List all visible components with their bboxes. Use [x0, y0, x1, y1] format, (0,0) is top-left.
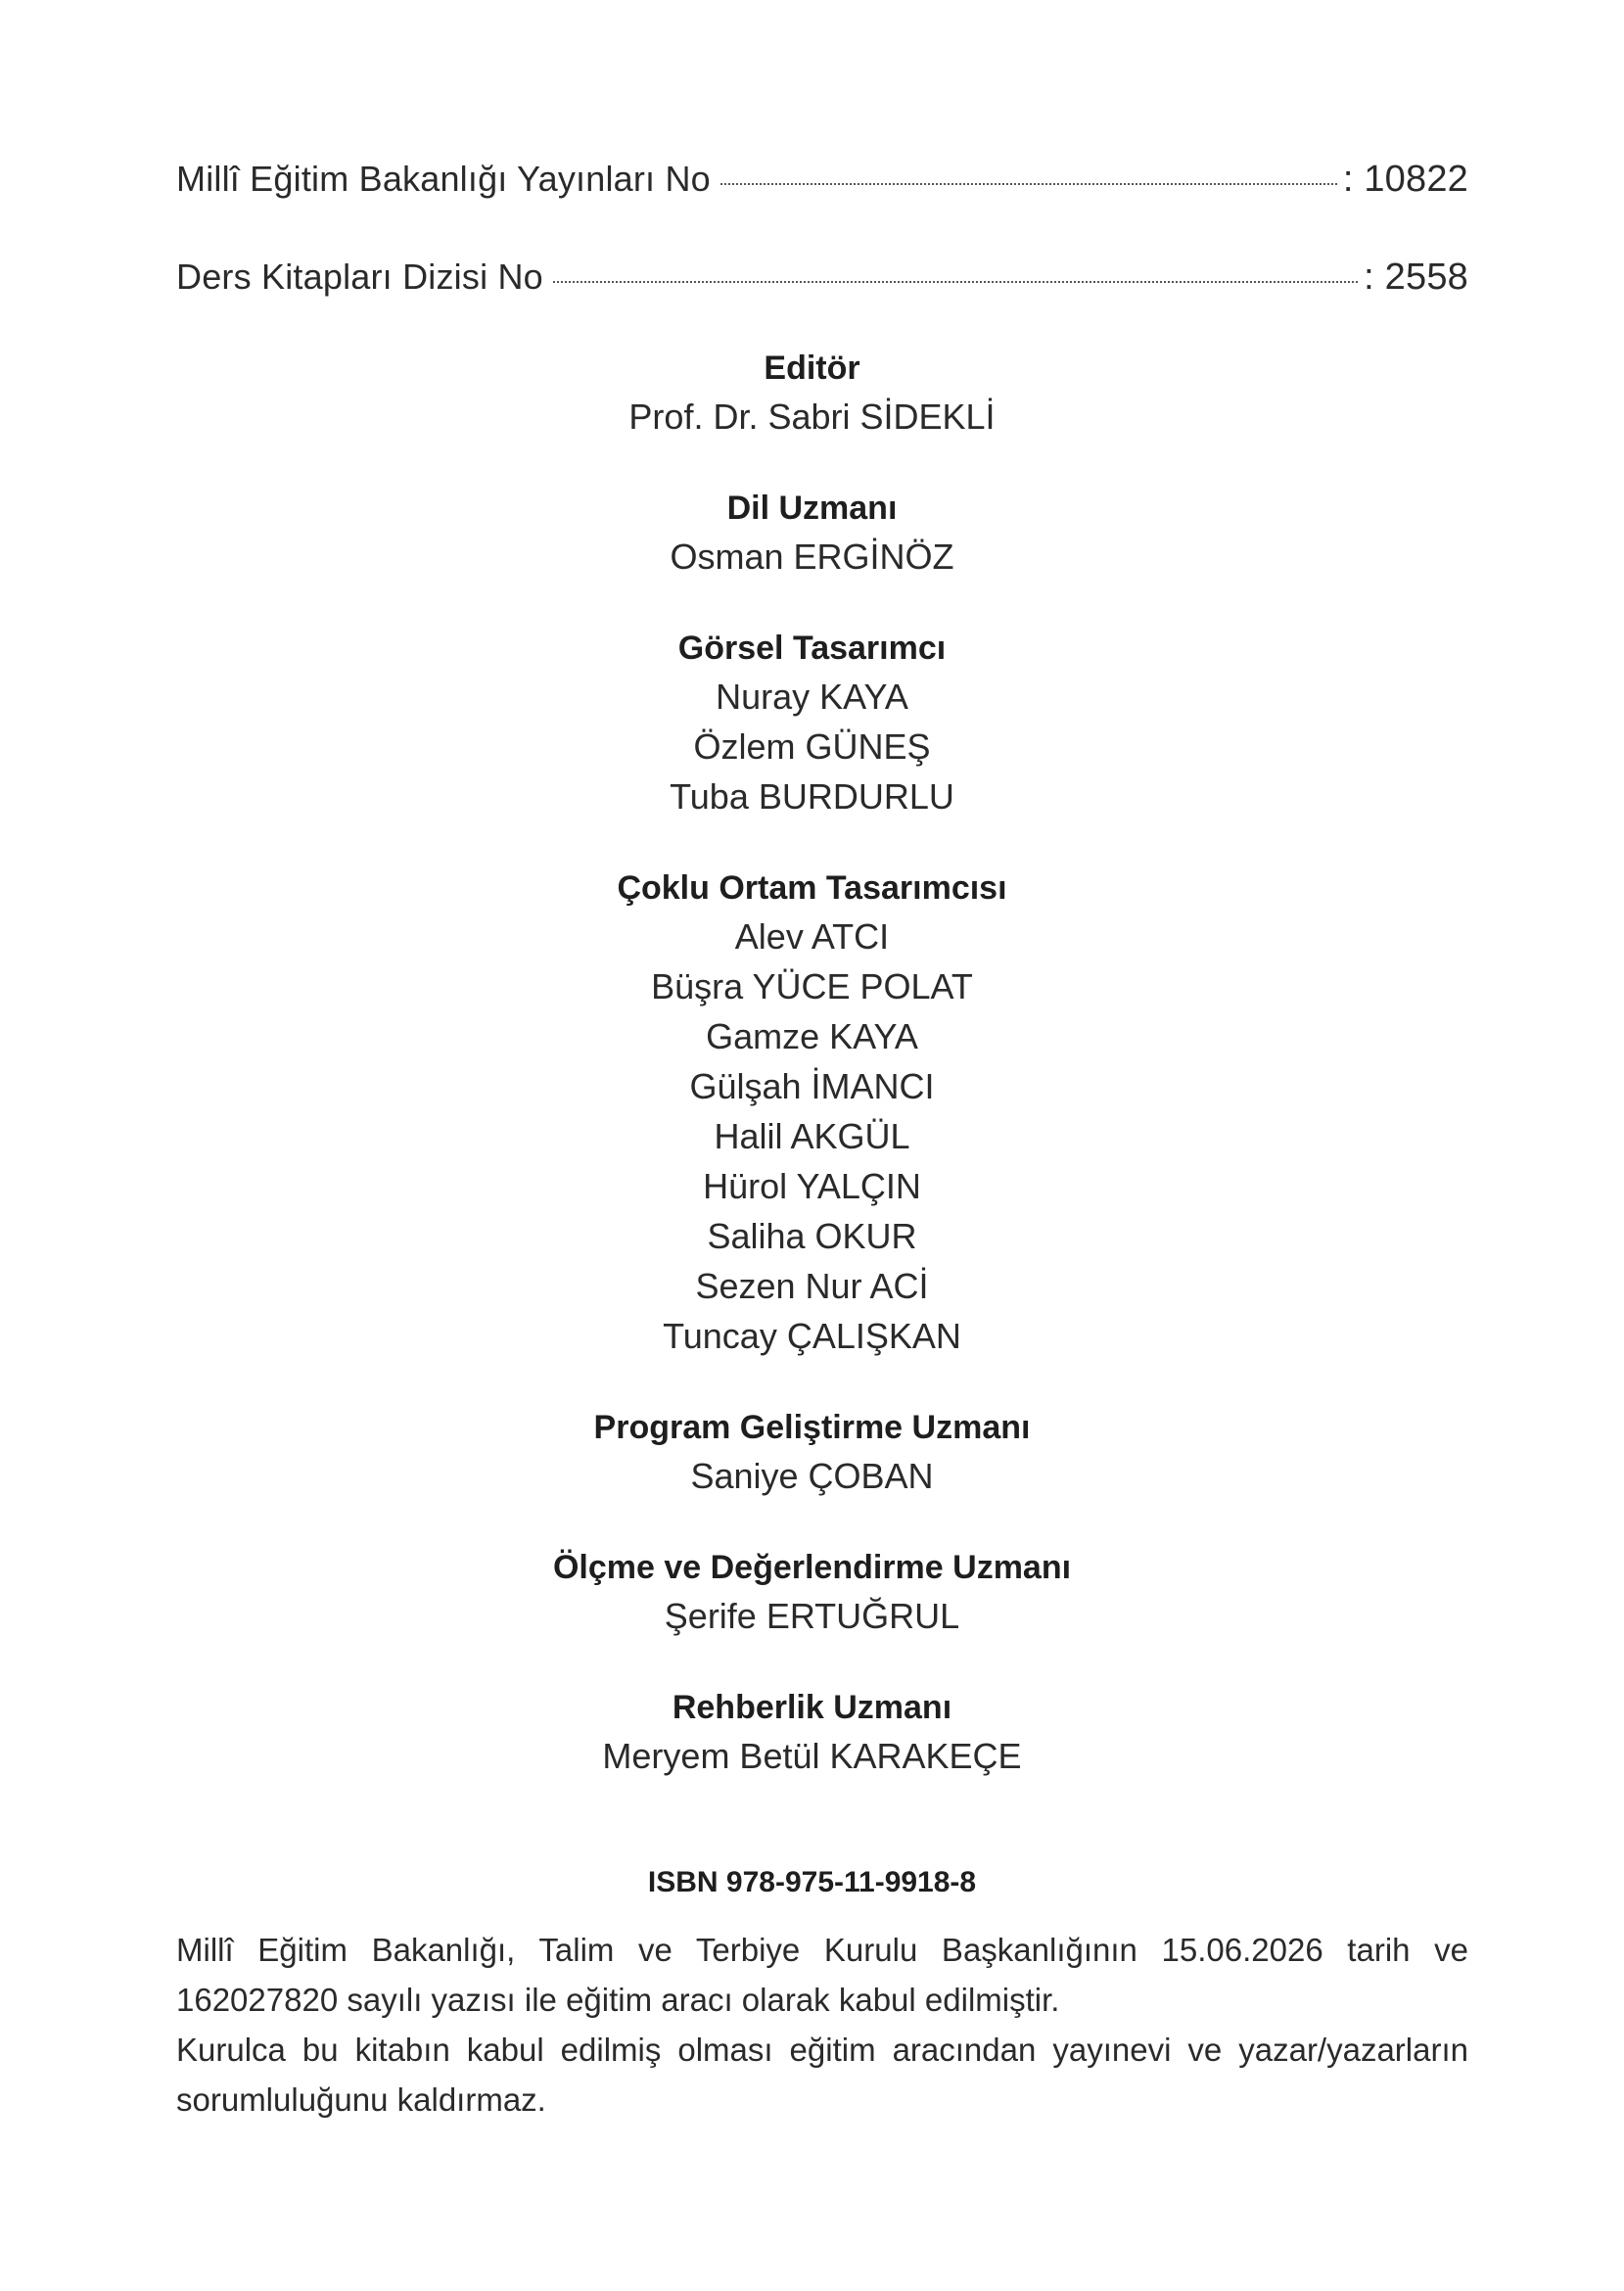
publication-number-row — [176, 159, 1468, 201]
credit-person: Şerife ERTUĞRUL — [664, 1596, 960, 1636]
credit-role: Editör — [764, 350, 860, 387]
credit-group-language-expert — [0, 485, 1624, 582]
credit-group-editor — [0, 345, 1624, 442]
credit-person: Büşra YÜCE POLAT — [651, 966, 973, 1006]
credit-person: Alev ATCI — [734, 916, 890, 957]
credit-role: Görsel Tasarımcı — [677, 630, 947, 667]
credit-group-guidance-expert — [0, 1684, 1624, 1781]
credit-role: Rehberlik Uzmanı — [672, 1689, 952, 1726]
credit-person: Gamze KAYA — [706, 1016, 918, 1056]
credit-person: Osman ERGİNÖZ — [670, 537, 954, 577]
credit-role: Program Geliştirme Uzmanı — [593, 1409, 1031, 1446]
isbn-number: ISBN 978-975-11-9918-8 — [647, 1866, 977, 1898]
credit-person: Gülşah İMANCI — [689, 1066, 935, 1106]
responsibility-disclaimer: Kurulca bu kitabın kabul edilmiş olması eğitim aracından yayınevi ve yazar/yazarların sorumluluğunu kaldırmaz. — [176, 2032, 1468, 2118]
credit-person: Saliha OKUR — [707, 1216, 917, 1256]
publication-number-value: : 10822 — [1342, 159, 1468, 200]
credit-person: Saniye ÇOBAN — [690, 1456, 934, 1496]
series-number-row — [176, 257, 1468, 299]
credit-person: Halil AKGÜL — [714, 1116, 910, 1156]
credit-person: Özlem GÜNEŞ — [693, 726, 931, 767]
series-number-label: Ders Kitapları Dizisi No — [176, 257, 543, 297]
credit-group-assessment-expert — [0, 1544, 1624, 1641]
credit-person: Meryem Betül KARAKEÇE — [602, 1736, 1022, 1776]
credit-group-multimedia-designer — [0, 865, 1624, 1361]
credit-person: Tuba BURDURLU — [670, 776, 954, 817]
dotted-leader — [720, 183, 1337, 185]
credit-role: Dil Uzmanı — [726, 490, 898, 527]
dotted-leader — [553, 281, 1358, 283]
credit-person: Hürol YALÇIN — [703, 1166, 921, 1206]
credit-person: Sezen Nur ACİ — [695, 1266, 929, 1306]
credit-group-visual-designer — [0, 625, 1624, 821]
credits-section — [0, 345, 1624, 1824]
publication-number-label: Millî Eğitim Bakanlığı Yayınları No — [176, 159, 711, 199]
credit-person: Prof. Dr. Sabri SİDEKLİ — [628, 397, 996, 437]
credit-group-program-development — [0, 1404, 1624, 1501]
approval-notice — [176, 1925, 1468, 2125]
approval-statement: Millî Eğitim Bakanlığı, Talim ve Terbiye Kurulu Başkanlığının 15.06.2026 tarih ve 162027820 sayılı yazısı ile eğitim aracı olarak kabul edilmiştir. — [176, 1932, 1468, 2018]
credit-role: Ölçme ve Değerlendirme Uzmanı — [552, 1549, 1072, 1586]
credit-person: Tuncay ÇALIŞKAN — [663, 1316, 961, 1356]
credit-role: Çoklu Ortam Tasarımcısı — [617, 869, 1007, 907]
credit-person: Nuray KAYA — [716, 677, 908, 717]
series-number-value: : 2558 — [1364, 257, 1468, 298]
